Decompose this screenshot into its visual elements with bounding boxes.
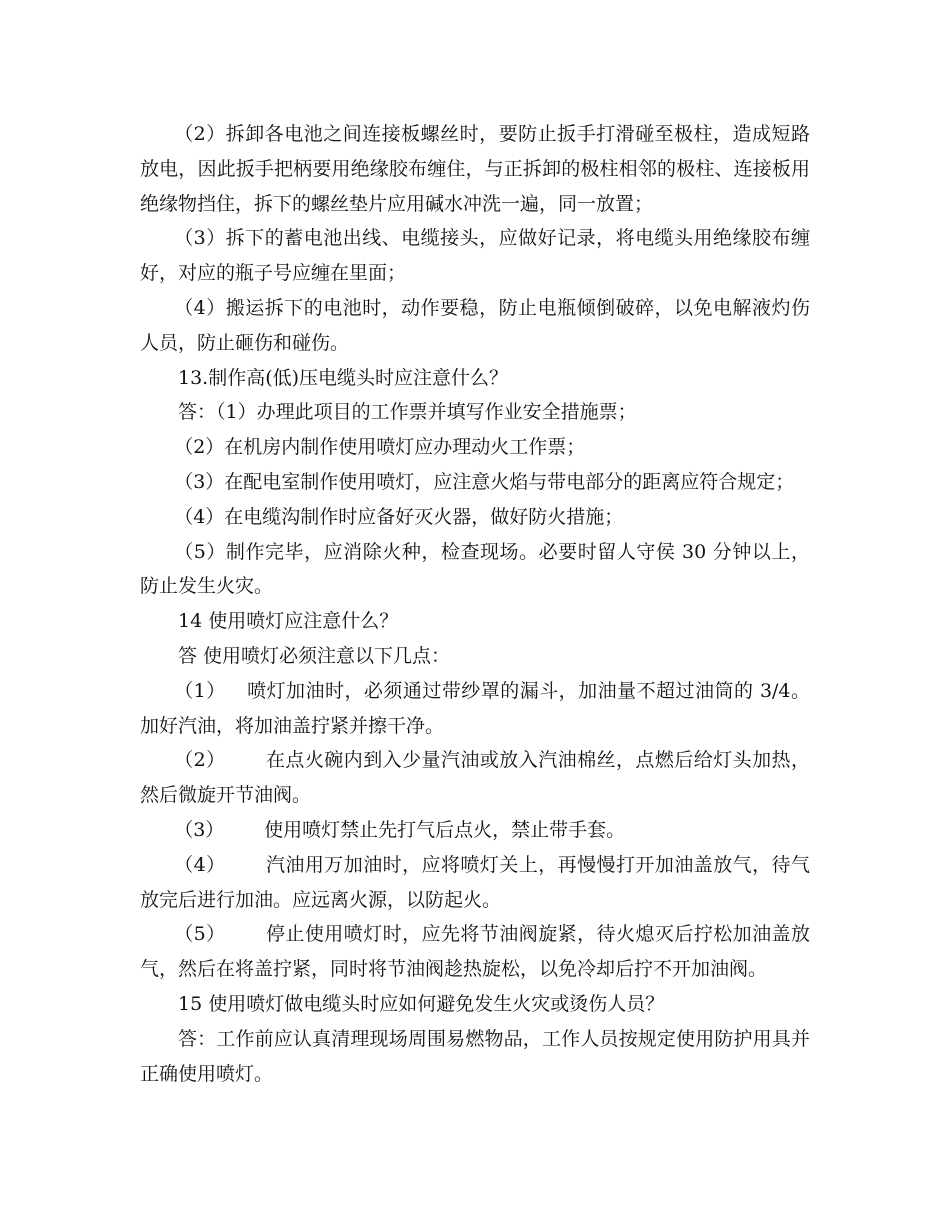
question-heading: 14 使用喷灯应注意什么？ [178, 610, 399, 633]
numbered-paragraph [140, 848, 810, 918]
paragraph: （4）搬运拆下的电池时，动作要稳，防止电瓶倾倒破碎，以免电解液灼伤人员，防止砸伤和碰伤。 [140, 296, 810, 354]
item-text: 停止使用喷灯时，应先将节油阀旋紧，待火熄灭后拧松加油盖放气，然后在将盖拧紧，同时将节油阀趁热旋松，以免冷却后拧不开加油阀。 [140, 923, 810, 981]
item-number: （2） [174, 749, 226, 772]
item-number: （3） [174, 818, 225, 841]
item-number: （5） [174, 923, 226, 946]
paragraph: （2）拆卸各电池之间连接板螺丝时，要防止扳手打滑碰至极柱，造成短路放电，因此扳手把柄要用绝缘胶布缠住，与正拆卸的极柱相邻的极柱、连接板用绝缘物挡住，拆下的螺丝垫片应用碱水冲洗一遍，同一放置； [140, 123, 810, 215]
paragraph: （2）在机房内制作使用喷灯应办理动火工作票； [174, 436, 586, 459]
answer-paragraph: 答：工作前应认真清理现场周围易燃物品，工作人员按规定使用防护用具并正确使用喷灯。 [140, 1027, 810, 1085]
paragraph: （3）拆下的蓄电池出线、电缆接头，应做好记录，将电缆头用绝缘胶布缠好，对应的瓶子号应缠在里面； [140, 227, 810, 285]
numbered-paragraph [140, 917, 810, 987]
question-heading: 13.制作高(低)压电缆头时应注意什么？ [178, 366, 509, 389]
numbered-paragraph [140, 674, 810, 744]
paragraph: （4）在电缆沟制作时应备好灭火器，做好防火措施； [174, 505, 624, 528]
answer-paragraph: 答 使用喷灯必须注意以下几点： [178, 644, 451, 667]
paragraph: （3）在配电室制作使用喷灯，应注意火焰与带电部分的距离应符合规定； [174, 470, 795, 493]
question-heading: 15 使用喷灯做电缆头时应如何避免发生火灾或烫伤人员？ [178, 992, 665, 1015]
numbered-paragraph [140, 743, 810, 813]
paragraph: （5）制作完毕，应消除火种，检查现场。必要时留人守侯 30 分钟以上，防止发生火灾。 [140, 540, 810, 598]
item-text: 在点火碗内到入少量汽油或放入汽油棉丝，点燃后给灯头加热，然后微旋开节油阀。 [140, 749, 810, 807]
item-number: （4） [174, 853, 226, 876]
document-body [140, 117, 810, 1091]
item-text: 汽油用万加油时，应将喷灯关上，再慢慢打开加油盖放气，待气放完后进行加油。应远离火源，以防起火。 [140, 853, 810, 911]
numbered-paragraph [140, 813, 810, 848]
item-number: （1） [174, 679, 226, 702]
item-text: 喷灯加油时，必须通过带纱罩的漏斗，加油量不超过油筒的 3/4。加好汽油，将加油盖拧紧并擦干净。 [140, 679, 810, 737]
answer-paragraph: 答：（1）办理此项目的工作票并填写作业安全措施票； [178, 401, 637, 424]
item-text: 使用喷灯禁止先打气后点火，禁止带手套。 [264, 818, 626, 841]
